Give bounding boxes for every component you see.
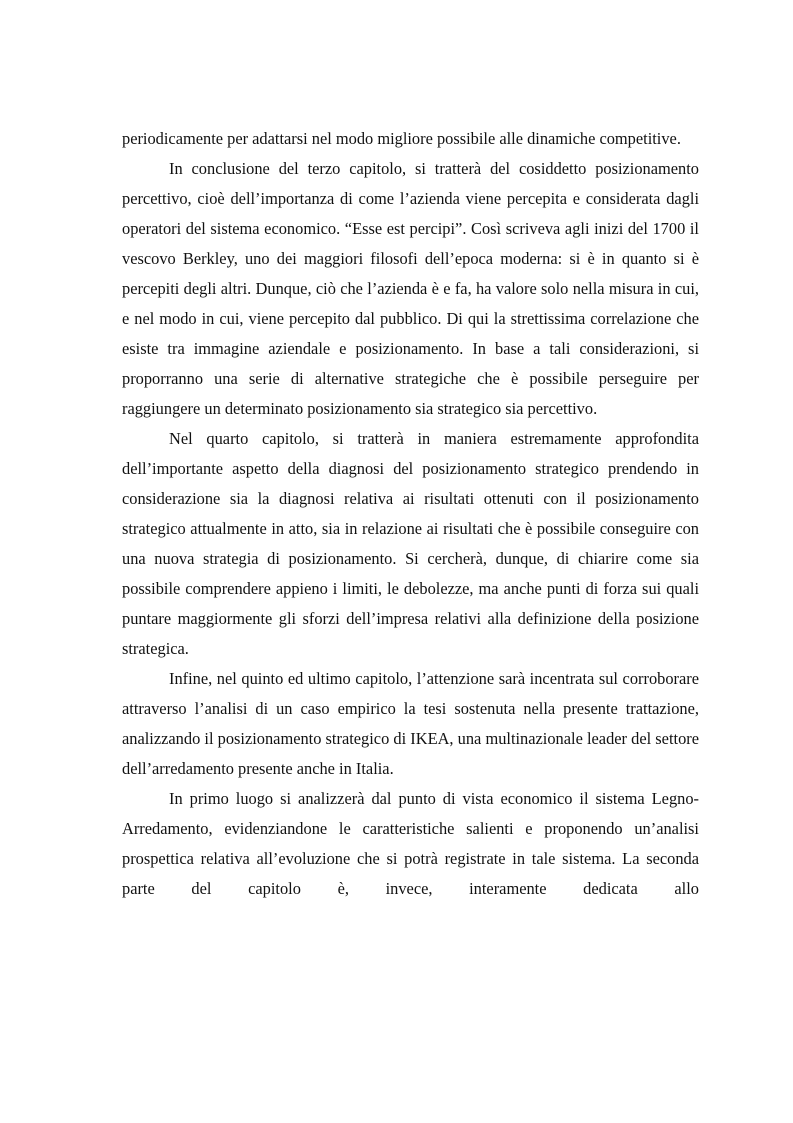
paragraph-4: Infine, nel quinto ed ultimo capitolo, l’attenzione sarà incentrata sul corroborare attraverso l’analisi di un caso empirico la tesi sostenuta nella presente trattazione, analizzando il posizionamento strategico di IKEA, una multinazionale leader del settore dell’arredamento presente anche in Italia. [122,669,699,778]
paragraph-3: Nel quarto capitolo, si tratterà in maniera estremamente approfondita dell’importante aspetto della diagnosi del posizionamento strategico prendendo in considerazione sia la diagnosi relativa ai risultati ottenuti con il posizionamento strategico attualmente in atto, sia in relazione ai risultati che è possibile conseguire con una nuova strategia di posizionamento. Si cercherà, dunque, di chiarire come sia possibile comprendere appieno i limiti, le debolezze, ma anche punti di forza sui quali puntare maggiormente gli sforzi dell’impresa relativi alla definizione della posizione strategica. [122,429,699,658]
document-page [122,124,699,904]
paragraph-2: In conclusione del terzo capitolo, si tratterà del cosiddetto posizionamento percettivo, cioè dell’importanza di come l’azienda viene percepita e considerata dagli operatori del sistema economico. “Esse est percipi”. Così scriveva agli inizi del 1700 il vescovo Berkley, uno dei maggiori filosofi dell’epoca moderna: si è in quanto si è percepiti degli altri. Dunque, ciò che l’azienda è e fa, ha valore solo nella misura in cui, e nel modo in cui, viene percepito dal pubblico. Di qui la strettissima correlazione che esiste tra immagine aziendale e posizionamento. In base a tali considerazioni, si proporranno una serie di alternative strategiche che è possibile perseguire per raggiungere un determinato posizionamento sia strategico sia percettivo. [122,159,699,418]
paragraph-1: periodicamente per adattarsi nel modo migliore possibile alle dinamiche competitive. [122,129,681,148]
paragraph-5: In primo luogo si analizzerà dal punto di vista economico il sistema Legno-Arredamento, evidenziandone le caratteristiche salienti e proponendo un’analisi prospettica relativa all’evoluzione che si potrà registrate in tale sistema. La seconda parte del capitolo è, invece, interamente dedicata allo [122,789,699,898]
